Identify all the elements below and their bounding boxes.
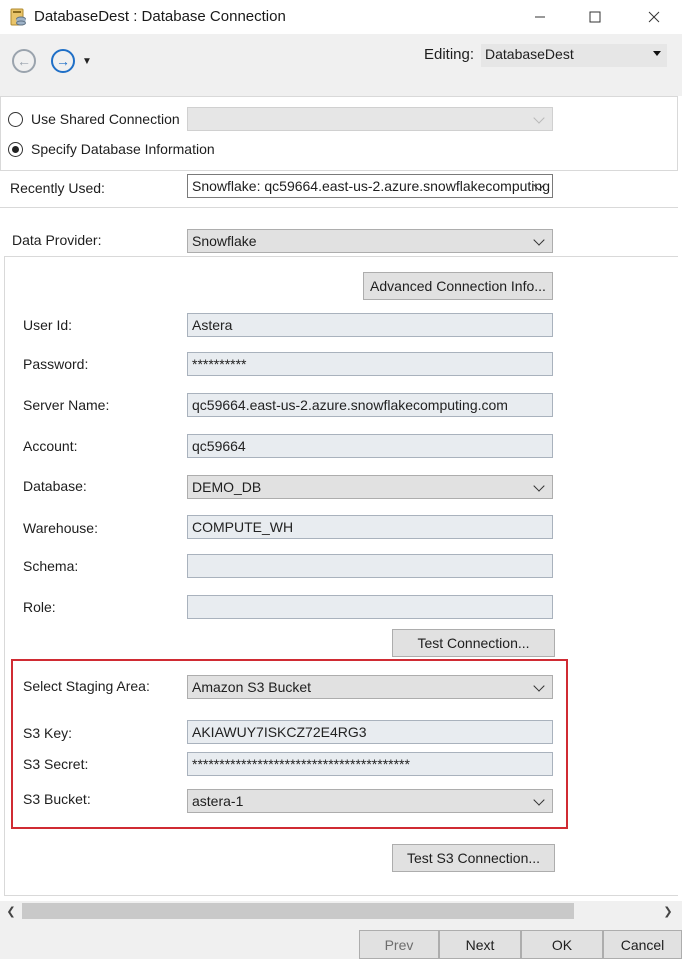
advanced-connection-button[interactable]: Advanced Connection Info... — [363, 272, 553, 300]
s3-key-label: S3 Key: — [23, 725, 73, 741]
chevron-down-icon — [533, 480, 544, 491]
s3-key-input[interactable]: AKIAWUY7ISKCZ72E4RG3 — [187, 720, 553, 744]
staging-area-value: Amazon S3 Bucket — [192, 679, 312, 695]
specify-db-label: Specify Database Information — [31, 141, 215, 157]
ok-button[interactable]: OK — [521, 930, 603, 959]
window-title: DatabaseDest : Database Connection — [34, 8, 286, 25]
caret-down-icon — [653, 51, 661, 56]
chevron-down-icon — [533, 234, 544, 245]
minimize-button[interactable] — [517, 0, 563, 34]
divider — [0, 207, 678, 208]
scroll-right-icon[interactable]: ❯ — [663, 905, 673, 918]
maximize-button[interactable] — [572, 0, 618, 34]
data-provider-label: Data Provider: — [12, 232, 102, 248]
server-name-input[interactable]: qc59664.east-us-2.azure.snowflakecomputing.com — [187, 393, 553, 417]
data-provider-value: Snowflake — [192, 233, 257, 249]
shared-connection-select[interactable] — [187, 107, 553, 131]
s3-bucket-select[interactable] — [187, 789, 553, 813]
role-label: Role: — [23, 599, 56, 615]
editing-select[interactable] — [481, 44, 667, 67]
data-provider-select[interactable] — [187, 229, 553, 253]
warehouse-input[interactable]: COMPUTE_WH — [187, 515, 553, 539]
role-input[interactable] — [187, 595, 553, 619]
recently-used-value: Snowflake: qc59664.east-us-2.azure.snowflakecomputing — [192, 178, 550, 194]
password-label: Password: — [23, 356, 89, 372]
prev-button[interactable]: Prev — [359, 930, 439, 959]
forward-arrow-icon[interactable]: → — [51, 49, 75, 73]
specify-db-radio[interactable] — [8, 142, 23, 157]
warehouse-label: Warehouse: — [23, 520, 98, 536]
nav-dropdown-icon[interactable]: ▼ — [82, 56, 92, 67]
chevron-down-icon — [533, 794, 544, 805]
database-app-icon — [9, 8, 27, 26]
scroll-left-icon[interactable]: ❮ — [6, 905, 16, 918]
test-s3-connection-button[interactable]: Test S3 Connection... — [392, 844, 555, 872]
editing-label: Editing: — [424, 46, 475, 63]
recently-used-label: Recently Used: — [10, 180, 105, 196]
staging-area-label: Select Staging Area: — [23, 678, 150, 694]
schema-label: Schema: — [23, 558, 79, 574]
database-select[interactable] — [187, 475, 553, 499]
back-arrow-icon[interactable]: ← — [12, 49, 36, 73]
s3-bucket-label: S3 Bucket: — [23, 791, 91, 807]
server-name-label: Server Name: — [23, 397, 110, 413]
use-shared-radio[interactable] — [8, 112, 23, 127]
recently-used-select[interactable] — [187, 174, 553, 198]
next-button[interactable]: Next — [439, 930, 521, 959]
user-id-input[interactable]: Astera — [187, 313, 553, 337]
s3-secret-label: S3 Secret: — [23, 756, 89, 772]
account-label: Account: — [23, 438, 78, 454]
account-input[interactable]: qc59664 — [187, 434, 553, 458]
scrollbar-thumb[interactable] — [22, 903, 574, 919]
cancel-button[interactable]: Cancel — [603, 930, 682, 959]
password-input[interactable]: ********** — [187, 352, 553, 376]
database-value: DEMO_DB — [192, 479, 262, 495]
chevron-down-icon — [533, 680, 544, 691]
use-shared-label: Use Shared Connection — [31, 111, 180, 127]
editing-value: DatabaseDest — [485, 46, 574, 62]
schema-input[interactable] — [187, 554, 553, 578]
database-label: Database: — [23, 478, 87, 494]
staging-area-select[interactable] — [187, 675, 553, 699]
chevron-down-icon — [533, 112, 544, 123]
s3-bucket-value: astera-1 — [192, 793, 244, 809]
close-button[interactable] — [631, 0, 677, 34]
minimize-icon — [534, 11, 546, 23]
test-connection-button[interactable]: Test Connection... — [392, 629, 555, 657]
maximize-icon — [589, 11, 601, 23]
close-icon — [648, 11, 660, 23]
user-id-label: User Id: — [23, 317, 73, 333]
s3-secret-input[interactable]: **************************************** — [187, 752, 553, 776]
